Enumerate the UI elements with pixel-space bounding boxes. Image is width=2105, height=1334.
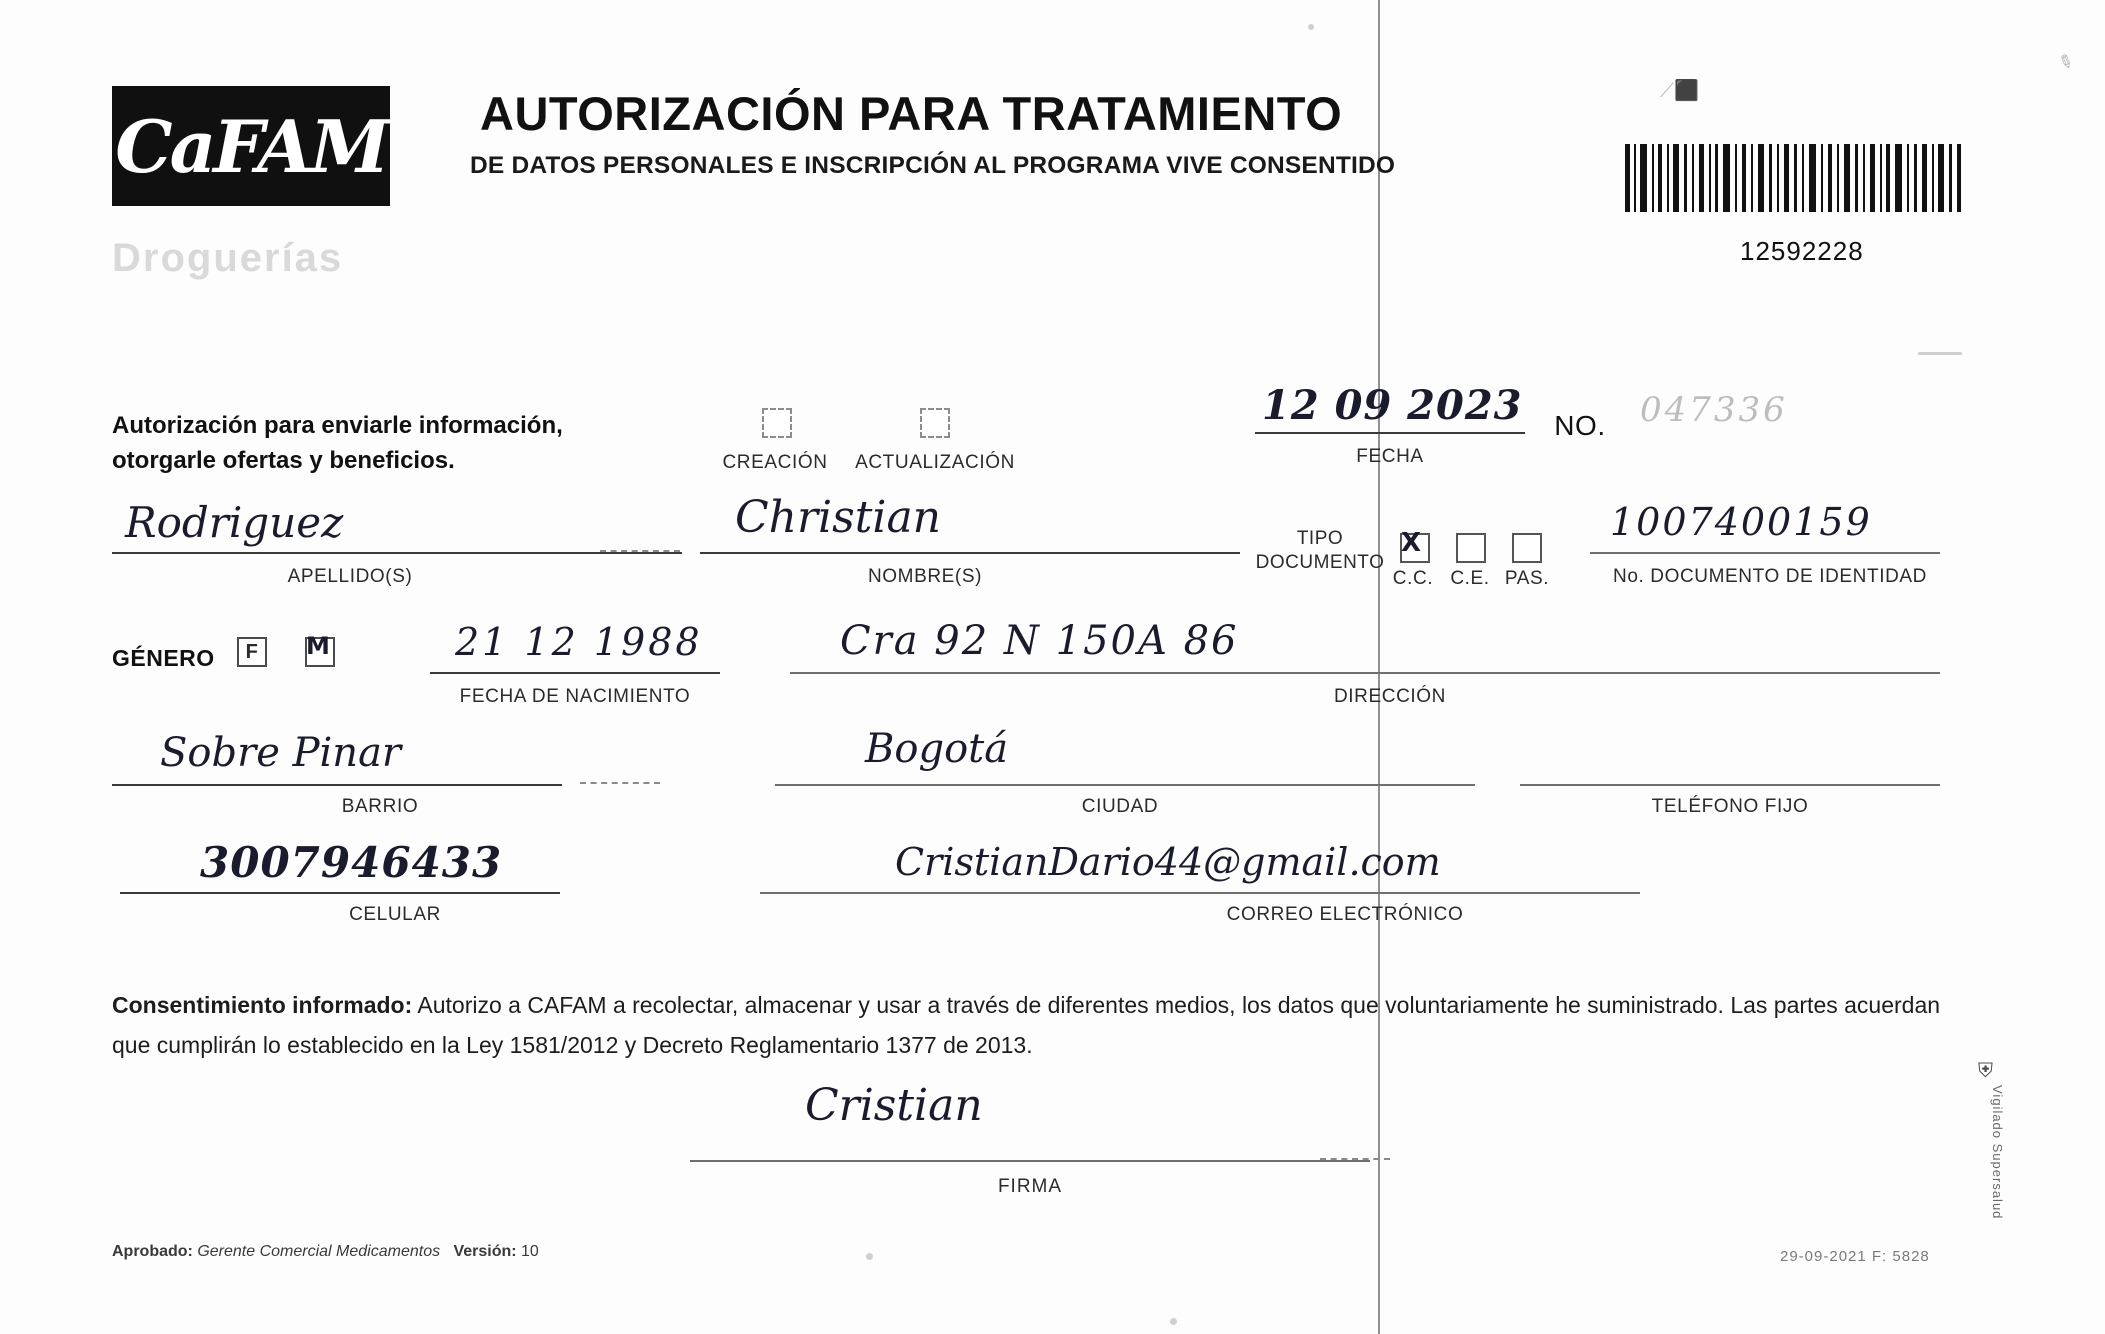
rule-celular [120,892,560,894]
label-correo: CORREO ELECTRÓNICO [1226,904,1464,925]
scan-fold-line [1378,0,1380,1334]
value-barrio: Sobre Pinar [160,730,402,776]
mark-genero-m: M [306,632,330,660]
label-ce: C.E. [1450,568,1490,589]
rule-fecha-nacimiento [430,672,720,674]
label-pas: PAS. [1504,568,1550,589]
label-ciudad: CIUDAD [1081,796,1159,817]
label-documento-identidad: No. DOCUMENTO DE IDENTIDAD [1613,566,1927,587]
checkbox-creacion[interactable] [762,408,792,438]
rule-barrio [112,784,562,786]
footer-approved-value: Gerente Comercial Medicamentos [197,1243,441,1260]
label-genero-f: F [245,641,259,663]
value-fecha-nacimiento: 21 12 1988 [455,620,703,664]
page-subtitle: DE DATOS PERSONALES E INSCRIPCIÓN AL PROGRAMA VIVE CONSENTIDO [470,152,1396,179]
intro-line-1: Autorización para enviarle información, [112,412,563,439]
scan-speck [1918,352,1962,355]
footer-version-label: Versión: [453,1243,517,1260]
label-cc: C.C. [1392,568,1434,589]
value-nombres: Christian [735,492,942,543]
shield-icon: ⛨ [1978,1060,1993,1082]
cafam-logo [112,86,390,206]
label-tipo: TIPO [1296,528,1344,549]
barcode [1625,144,1965,212]
label-barrio: BARRIO [341,796,419,817]
scan-speck [1308,24,1314,30]
rule-ciudad [775,784,1475,786]
rule-telefono-fijo [1520,784,1940,786]
corner-pen-mark: ✎ [2054,49,2077,75]
value-ciudad: Bogotá [865,726,1009,772]
mark-cc: X [1401,528,1422,558]
rule-firma [690,1160,1370,1162]
droguerias-watermark: Droguerías [112,236,344,280]
consent-paragraph [112,985,1942,1066]
intro-line-2: otorgarle ofertas y beneficios. [112,447,455,474]
rule-documento-identidad [1590,552,1940,554]
checkbox-actualizacion[interactable] [920,408,950,438]
rule-fecha [1255,432,1525,434]
rule-correo [760,892,1640,894]
rule-nombres [700,552,1240,554]
rule-apellidos-dash [600,550,680,552]
rule-apellidos [112,552,682,554]
scan-speck [1170,1318,1177,1325]
value-direccion: Cra 92 N 150A 86 [840,618,1239,664]
value-firma: Cristian [805,1080,983,1131]
value-celular: 3007946433 [200,838,503,887]
rule-barrio-dash [580,782,660,784]
label-direccion: DIRECCIÓN [1333,686,1446,707]
value-apellidos: Rodriguez [125,498,344,547]
label-telefono-fijo: TELÉFONO FIJO [1651,796,1809,817]
label-firma: FIRMA [997,1176,1063,1197]
checkbox-ce[interactable] [1456,533,1486,563]
consent-text: Autorizo a CAFAM a recolectar, almacenar y usar a través de diferentes medios, los datos que voluntariamente he suministrado. Las partes acuerdan que cumplirán lo establecido en la Ley 1581/2012 y Decreto Reglamentario 1377 de 2013. [112,992,1941,1059]
cafam-logo-text: CaFAM [115,103,387,189]
barcode-number: 12592228 [1740,236,1864,266]
value-no: 047336 [1640,390,1788,430]
consent-heading: Consentimiento informado: [112,992,413,1018]
label-apellidos: APELLIDO(S) [287,566,413,587]
footer-version-value: 10 [521,1243,539,1260]
footer-print-stamp: 29-09-2021 F: 5828 [1780,1248,1930,1265]
value-correo: CristianDario44@gmail.com [895,840,1441,884]
ink-smudge: ⟋⬛ [1660,78,1699,102]
footer-approval [112,1243,539,1261]
label-fecha: FECHA [1356,446,1424,467]
label-celular: CELULAR [349,904,441,925]
value-documento-identidad: 1007400159 [1610,500,1872,544]
rule-firma-dash [1320,1158,1390,1160]
page-title: AUTORIZACIÓN PARA TRATAMIENTO [480,87,1343,140]
vigilado-supersalud-stamp: Vigilado Supersalud [1990,1085,2005,1220]
rule-direccion [790,672,1940,674]
label-actualizacion: ACTUALIZACIÓN [855,452,1015,473]
label-documento: DOCUMENTO [1255,552,1385,573]
label-nombres: NOMBRE(S) [867,566,983,587]
label-creacion: CREACIÓN [722,452,828,473]
checkbox-pas[interactable] [1512,533,1542,563]
value-fecha: 12 09 2023 [1262,382,1523,429]
footer-approved-label: Aprobado: [112,1243,193,1260]
label-fecha-nacimiento: FECHA DE NACIMIENTO [459,686,691,707]
label-genero: GÉNERO [112,645,215,671]
label-no: NO. [1554,410,1606,441]
scan-speck [866,1253,873,1260]
